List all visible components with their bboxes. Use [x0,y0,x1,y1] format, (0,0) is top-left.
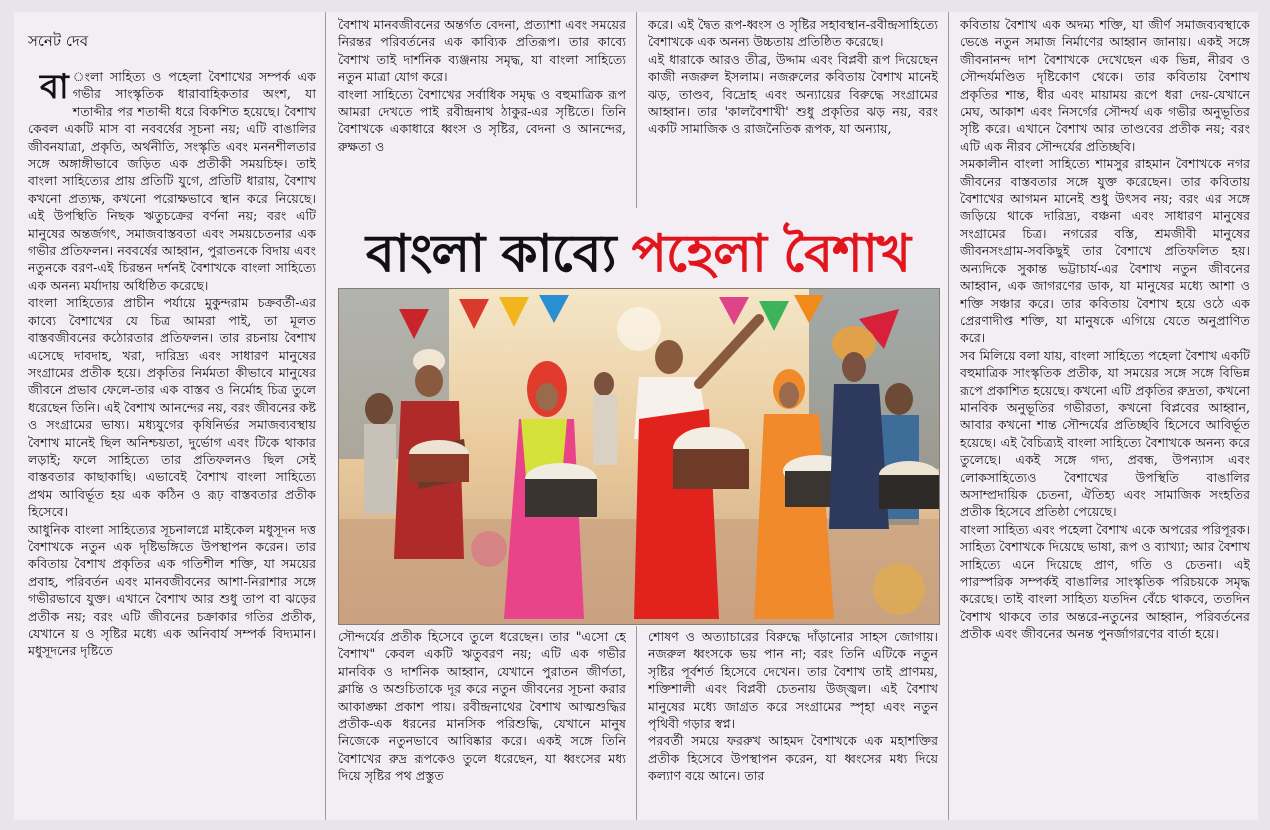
column-divider [636,626,637,820]
article-column-4 [960,16,1250,818]
paragraph-text: ংলা সাহিত্য ও পহেলা বৈশাখের সম্পর্ক এক গভীর সাংস্কৃতিক ধারাবাহিকতার অংশ, যা শতাব্দীর পর শতাব্দী ধরে বিকশিত হয়েছে। বৈশাখ কেবল একটি মাস বা নববর্ষের সূচনা নয়; এটি বাঙালির জীবনযাত্রা, প্রকৃতি, অর্থনীতি, সংস্কৃতি এবং মননশীলতার সঙ্গে অঙ্গাঙ্গীভাবে জড়িত এক প্রতীকী সময়চিহ্ন। তাই বাংলা সাহিত্যের প্রায় প্রতিটি যুগে, প্রতিটি ধারায়, বৈশাখ কখনো প্রত্যক্ষ, কখনো পরোক্ষভাবে স্থান করে নিয়েছে। এই উপস্থিতি নিছক ঋতুচক্রের বর্ণনা নয়; বরং এটি মানুষের অন্তর্জগৎ, সমাজবাস্তবতা এবং সময়চেতনার এক গভীর প্রতিফলন। নববর্ষের আহ্বান, পুরাতনকে বিদায় এবং নতুনকে বরণ-এই চিরন্তন দর্শনই বৈশাখকে বাংলা সাহিত্যে এক অনন্য মর্যাদায় অধিষ্ঠিত করেছে। [28,69,316,293]
column-divider [948,12,949,820]
article-paragraph [28,68,316,294]
article-column-3-top [648,16,938,206]
drop-cap: বা [40,68,69,107]
article-paragraph: সমকালীন বাংলা সাহিত্যে শামসুর রাহমান বৈশাখকে নগর জীবনের বাস্তবতার সঙ্গে যুক্ত করেছেন। তার কবিতায় বৈশাখের আগমন মানেই শুধু উৎসব নয়; বরং এর সঙ্গে জড়িয়ে থাকে দারিদ্র্য, বঞ্চনা এবং সাধারণ মানুষের সংগ্রামের চিত্র। নগরের বস্তি, শ্রমজীবী মানুষের জীবনসংগ্রাম-সবকিছুই তার বৈশাখে প্রতিফলিত হয়। অন্যদিকে সুকান্ত ভট্টাচার্য-এর বৈশাখ নতুন জীবনের আহ্বান, এক জাগরণের ডাক, যা মানুষের মধ্যে আশা ও শক্তি সঞ্চার করে। তার কবিতায় বৈশাখ হয়ে ওঠে এক প্রেরণাদীপ্ত শক্তি, যা মানুষকে এগিয়ে যেতে অনুপ্রাণিত করে। [960,156,1250,346]
article-paragraph: বাংলা সাহিত্যে বৈশাখের সর্বাধিক সমৃদ্ধ ও বহুমাত্রিক রূপ আমরা দেখতে পাই রবীন্দ্রনাথ ঠাকুর-এর সৃষ্টিতে। তিনি বৈশাখকে একাধারে ধ্বংস ও সৃষ্টির, বেদনা ও আনন্দের, রুক্ষতা ও [338,86,626,154]
article-column-2-top [338,16,626,206]
article-paragraph: বাংলা সাহিত্য এবং পহেলা বৈশাখ একে অপরের পরিপূরক। সাহিত্য বৈশাখকে দিয়েছে ভাষা, রূপ ও ব্যাখ্যা; আর বৈশাখ সাহিত্যে এনে দিয়েছে প্রাণ, গতি ও চেতনা। এই পারস্পরিক সম্পর্কই বাঙালির সাংস্কৃতিক পরিচয়কে সমৃদ্ধ করেছে। তাই বাংলা সাহিত্য যতদিন বেঁচে থাকবে, ততদিন বৈশাখ থাকবে তার অন্তরে-নতুনের আহ্বান, পরিবর্তনের প্রতীক এবং জীবনের অনন্ত পুনর্জাগরণের বার্তা হয়ে। [960,521,1250,642]
article-column-1 [28,68,316,818]
article-column-2-bottom [338,628,626,818]
article-paragraph: সৌন্দর্যের প্রতীক হিসেবে তুলে ধরেছেন। তার "এসো হে বৈশাখ" কেবল একটি ঋতুবরণ নয়; এটি এক গভীর মানবিক ও দার্শনিক আহ্বান, যেখানে পুরাতন জীর্ণতা, ক্লান্তি ও অশুচিতাকে দূর করে নতুন জীবনের সূচনা করার আকাঙ্ক্ষা প্রকাশ পায়। রবীন্দ্রনাথের বৈশাখ আত্মশুদ্ধির প্রতীক-এক ধরনের মানসিক পরিশুদ্ধি, যেখানে মানুষ নিজেকে নতুনভাবে আবিষ্কার করে। একই সঙ্গে তিনি বৈশাখের রুদ্র রূপকেও তুলে ধরেছেন, যা ধ্বংসের মধ্য দিয়ে সৃষ্টির পথ প্রস্তুত [338,629,626,784]
article-column-3-bottom [648,628,938,818]
article-paragraph: পরবর্তী সময়ে ফররুখ আহমদ বৈশাখকে এক মহাশক্তির প্রতীক হিসেবে উপস্থাপন করেন, যা ধ্বংসের মধ্য দিয়ে কল্যাণ বয়ে আনে। তার [648,733,938,784]
article-paragraph: শোষণ ও অত্যাচারের বিরুদ্ধে দাঁড়ানোর সাহস জোগায়। নজরুল ধ্বংসকে ভয় পান না; বরং তিনি এটিকে নতুন সৃষ্টির পূর্বশর্ত হিসেবে দেখেন। তার বৈশাখ তাই প্রাণময়, শক্তিশালী এবং বিপ্লবী চেতনায় উজ্জ্বল। এই বৈশাখ মানুষের মধ্যে জাগ্রত করে সংগ্রামের স্পৃহা এবং নতুন পৃথিবী গড়ার স্বপ্ন। [648,629,938,732]
headline [336,214,940,298]
article-paragraph: এই ধারাকে আরও তীব্র, উদ্দাম এবং বিপ্লবী রূপ দিয়েছেন কাজী নজরুল ইসলাম। নজরুলের কবিতায় বৈশাখ মানেই ঝড়, তাণ্ডব, বিদ্রোহ এবং অন্যায়ের বিরুদ্ধে সংগ্রামের আহ্বান। তার 'কালবৈশাখী' শুধু প্রকৃতির ঝড় নয়, বরং একটি সামাজিক ও রাজনৈতিক রূপক, যা অন্যায়, [648,51,938,137]
article-paragraph: সব মিলিয়ে বলা যায়, বাংলা সাহিত্যে পহেলা বৈশাখ একটি বহুমাত্রিক সাংস্কৃতিক প্রতীক, যা সময়ের সঙ্গে সঙ্গে বিভিন্ন রূপে প্রকাশিত হয়েছে। কখনো এটি প্রকৃতির রুদ্রতা, কখনো মানবিক অনুভূতির গভীরতা, কখনো বিপ্লবের আহ্বান, আবার কখনো শান্ত সৌন্দর্যের প্রতিচ্ছবি হিসেবে আবির্ভূত হয়েছে। এই বৈচিত্র্যই বাংলা সাহিত্যে বৈশাখকে অনন্য করে তুলেছে। একই সঙ্গে গদ্য, প্রবন্ধ, উপন্যাস এবং লোকসাহিত্যেও বৈশাখের উপস্থিতি বাঙালির অসাম্প্রদায়িক চেতনা, ঐতিহ্য এবং সামাজিক সংহতির প্রতীক হিসেবে প্রতিষ্ঠা পেয়েছে। [960,347,1250,520]
article-paragraph: কবিতায় বৈশাখ এক অদম্য শক্তি, যা জীর্ণ সমাজব্যবস্থাকে ভেঙে নতুন সমাজ নির্মাণের আহ্বান জানায়। একই সঙ্গে জীবনানন্দ দাশ বৈশাখকে দেখেছেন এক ভিন্ন, নীরব ও সৌন্দর্যমণ্ডিত দৃষ্টিকোণ থেকে। তার কবিতায় বৈশাখ প্রকৃতির শান্ত, ধীর এবং মায়াময় রূপে ধরা দেয়-যেখানে মেঘ, আকাশ এবং নিসর্গের সৌন্দর্য এক গভীর অনুভূতির সৃষ্টি করে। এখানে বৈশাখ আর তাণ্ডবের প্রতীক নয়; বরং এটি এক নীরব সৌন্দর্যের প্রতিচ্ছবি। [960,17,1250,154]
article-paragraph: বাংলা সাহিত্যের প্রাচীন পর্যায়ে মুকুন্দরাম চক্রবর্তী-এর কাব্যে বৈশাখের যে চিত্র আমরা পাই, তা মূলত বাস্তবজীবনের কঠোরতার প্রতিফলন। তার রচনায় বৈশাখ এসেছে দাবদাহ, খরা, দারিদ্র্য এবং সাধারণ মানুষের সংগ্রামের প্রতীক হয়ে। প্রকৃতির নির্মমতা কীভাবে মানুষের জীবনে প্রভাব ফেলে-তার এক বাস্তব ও নির্মোহ চিত্র তুলে ধরেছেন তিনি। এই বৈশাখ আনন্দের নয়, বরং জীবনের কষ্ট ও সংগ্রামের ভাষ্য। মধ্যযুগের কৃষিনির্ভর সমাজব্যবস্থায় বৈশাখ মানেই ছিল অনিশ্চয়তা, দুর্ভোগ এবং টিকে থাকার লড়াই; ফলে সাহিত্যে তার প্রতিফলনও ছিল সেই বাস্তবতার কাছাকাছি। এভাবেই বৈশাখ বাংলা সাহিত্যে প্রথম আবির্ভূত হয় এক কঠিন ও রূঢ় বাস্তবতার প্রতীক হিসেবে। [28,295,316,520]
author-byline: সনেট দেব [28,32,89,50]
article-paragraph: করে। এই দ্বৈত রূপ-ধ্বংস ও সৃষ্টির সহাবস্থান-রবীন্দ্রসাহিত্যে বৈশাখকে এক অনন্য উচ্চতায় প্রতিষ্ঠিত করেছে। [648,17,938,50]
article-paragraph: আধুনিক বাংলা সাহিত্যের সূচনালগ্নে মাইকেল মধুসূদন দত্ত বৈশাখকে নতুন এক দৃষ্টিভঙ্গিতে উপস্থাপন করেন। তার কবিতায় বৈশাখ প্রকৃতির এক গতিশীল শক্তি, যা সময়ের প্রবাহ, পরিবর্তন এবং মানবজীবনের আশা-নিরাশার সঙ্গে গভীরভাবে যুক্ত। এখানে বৈশাখ আর শুধু তাপ বা ঝড়ের প্রতীক নয়; বরং এটি জীবনের চক্রাকার গতির প্রতীক, যেখানে য় ও সৃষ্টির মধ্যে এক অনিবার্য সম্পর্ক বিদ্যমান। মধুসূদনের দৃষ্টিতে [28,521,316,659]
headline-part-2: পহেলা বৈশাখ [631,223,911,284]
headline-part-1: বাংলা কাব্যে [365,223,616,284]
newspaper-page [14,12,1258,820]
article-paragraph: বৈশাখ মানবজীবনের অন্তর্গত বেদনা, প্রত্যাশা এবং সময়ের নিরন্তর পরিবর্তনের এক কাব্যিক প্রতিরূপ। তার কাব্যে বৈশাখ তাই দার্শনিক ব্যঞ্জনায় সমৃদ্ধ, যা বাংলা সাহিত্যে নতুন মাত্রা যোগ করে। [338,17,626,85]
festival-drummers-illustration [339,289,939,624]
column-divider [325,12,326,820]
festival-photo [338,288,940,625]
column-divider [636,12,637,208]
